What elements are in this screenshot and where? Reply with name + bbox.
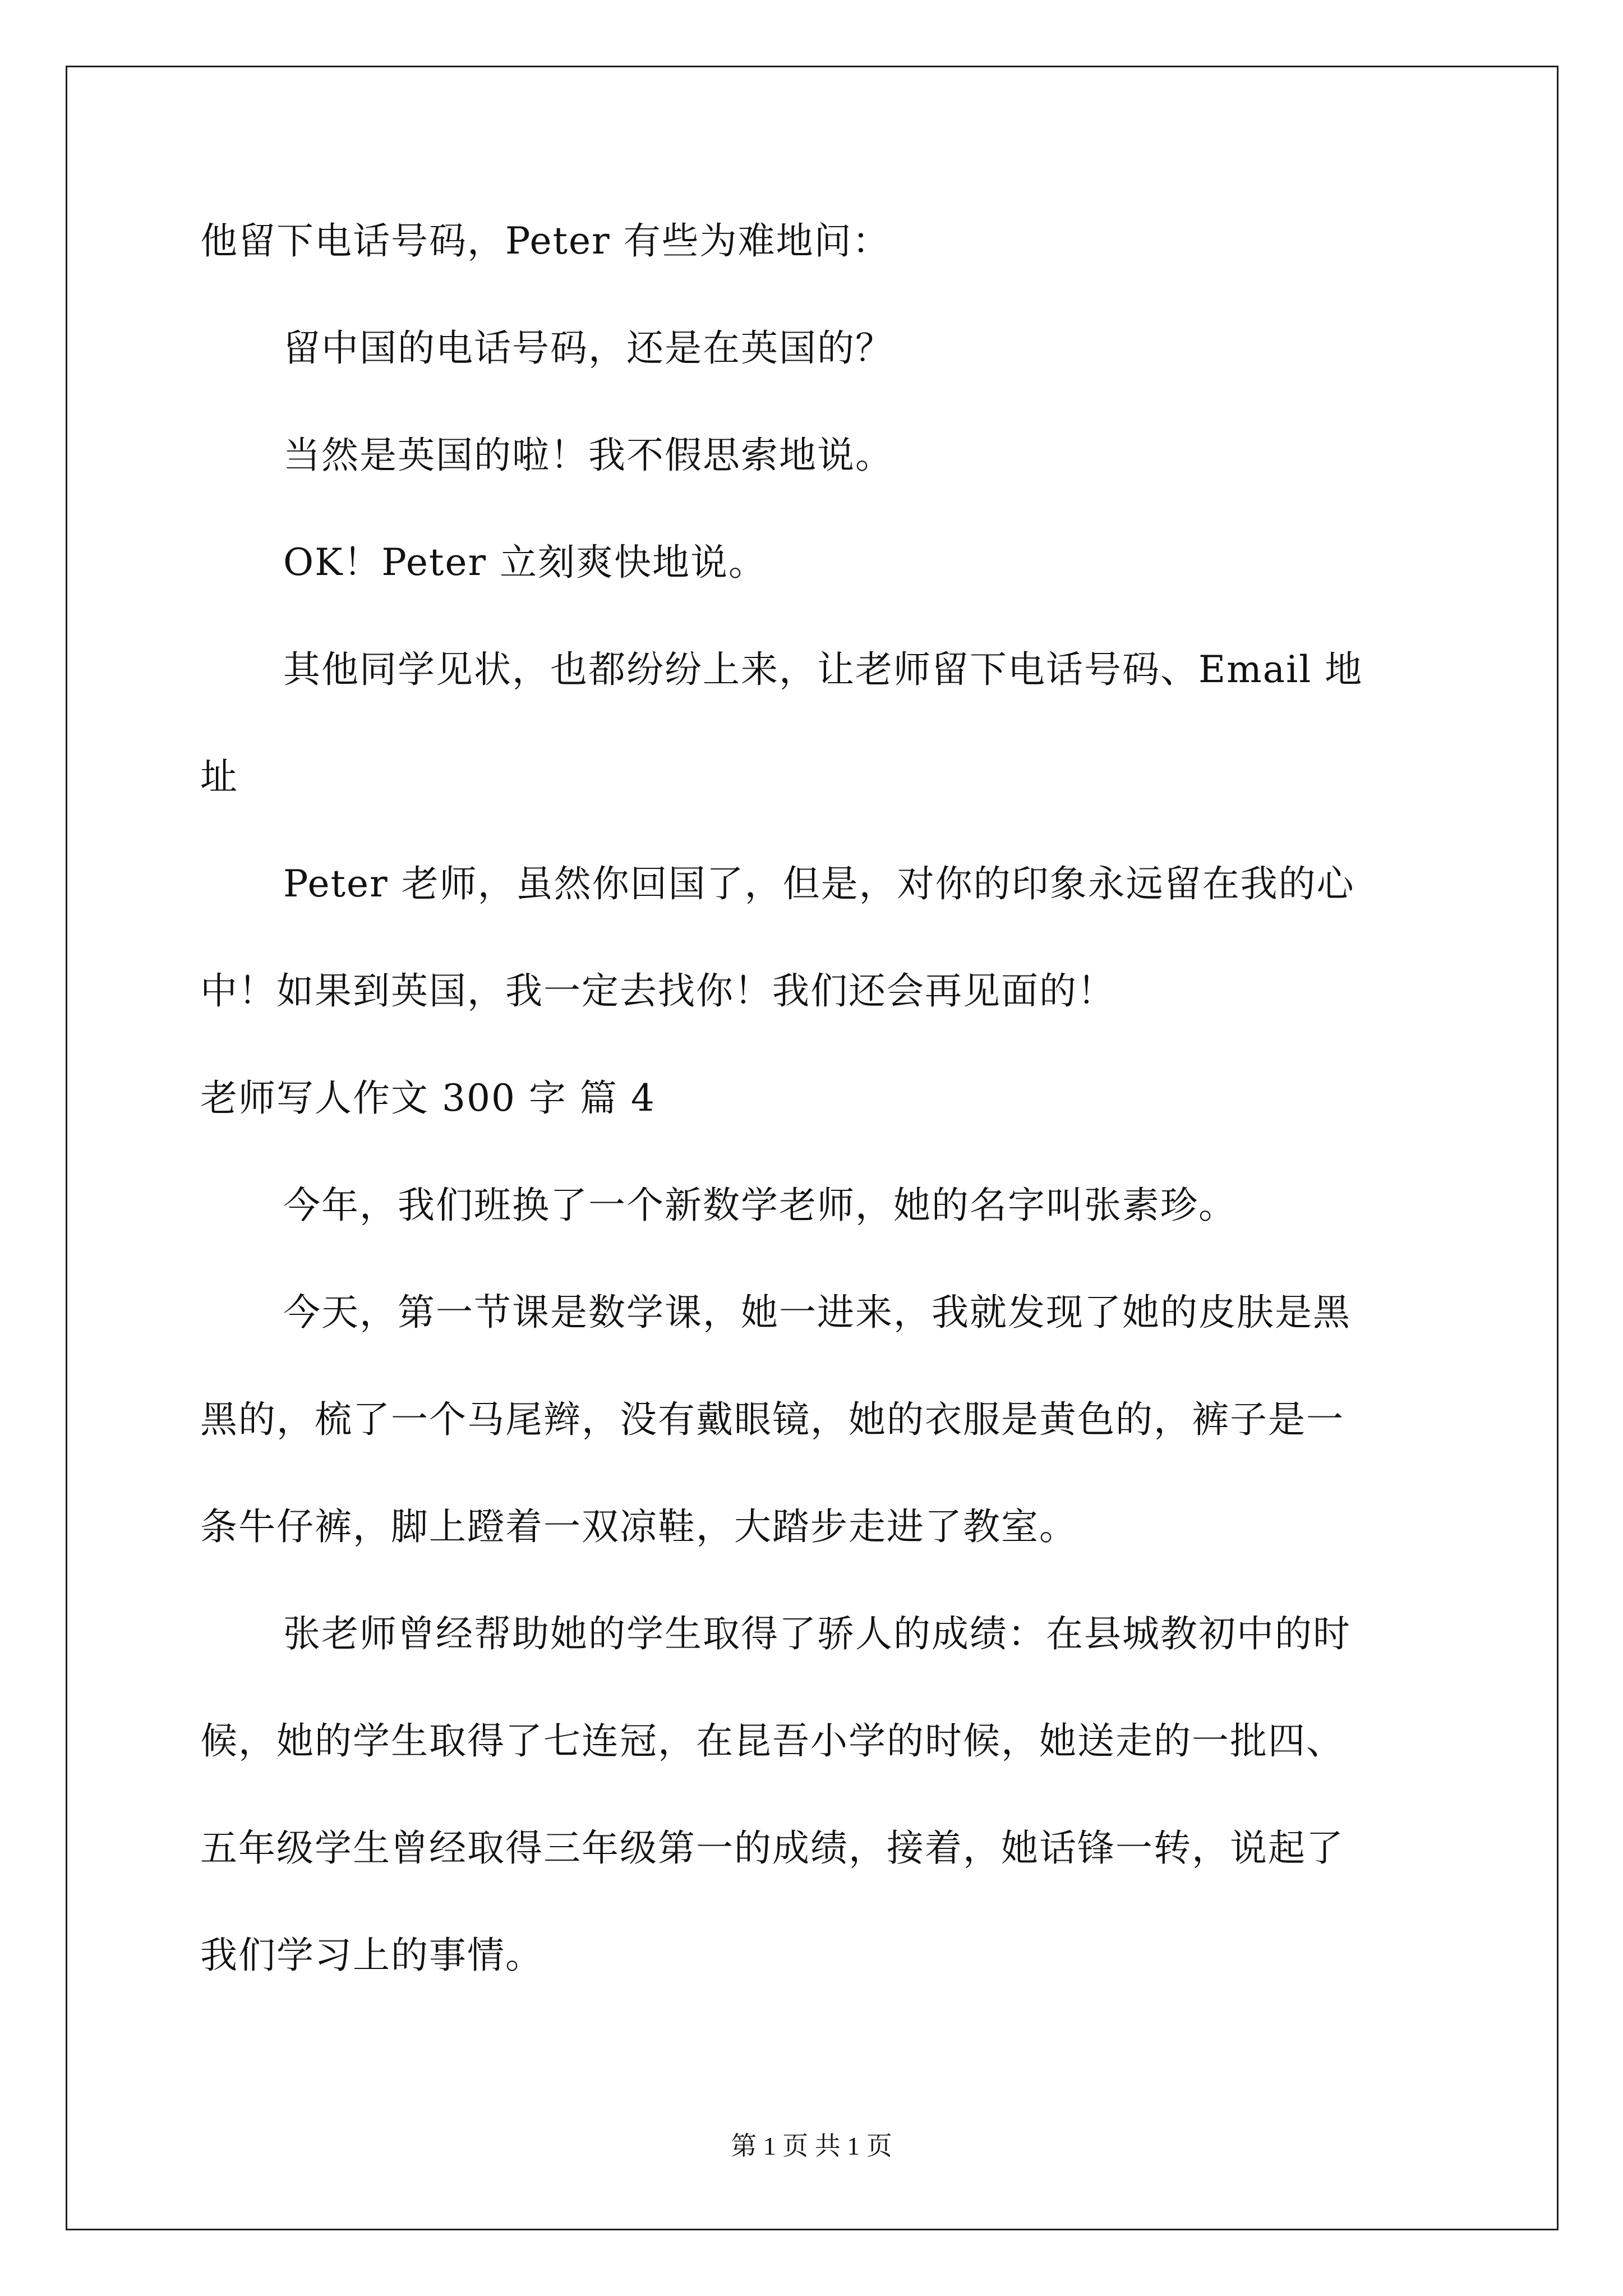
text-line: 当然是英国的啦！我不假思索地说。 [283, 434, 893, 477]
text-line: 址 [200, 755, 238, 798]
text-line: 条牛仔裤，脚上蹬着一双凉鞋，大踏步走进了教室。 [200, 1505, 1077, 1548]
text-line: 我们学习上的事情。 [200, 1934, 543, 1977]
page-number-footer: 第 1 页 共 1 页 [731, 2132, 892, 2160]
text-line: Peter 老师，虽然你回国了，但是，对你的印象永远留在我的心 [283, 862, 1355, 905]
text-line: 候，她的学生取得了七连冠，在昆吾小学的时候，她送走的一批四、 [200, 1719, 1344, 1763]
text-line: 张老师曾经帮助她的学生取得了骄人的成绩：在县城教初中的时 [283, 1612, 1351, 1655]
text-line: 今年，我们班换了一个新数学老师，她的名字叫张素珍。 [283, 1184, 1237, 1227]
text-line: 留中国的电话号码，还是在英国的？ [283, 326, 893, 370]
text-line: 中！如果到英国，我一定去找你！我们还会再见面的！ [200, 969, 1115, 1013]
text-line: OK！Peter 立刻爽快地说。 [283, 541, 767, 584]
section-heading: 老师写人作文 300 字 篇 4 [200, 1076, 656, 1120]
text-line: 今天，第一节课是数学课，她一进来，我就发现了她的皮肤是黑 [283, 1291, 1351, 1334]
text-line: 其他同学见状，也都纷纷上来，让老师留下电话号码、Email 地 [283, 648, 1363, 691]
text-line: 他留下电话号码，Peter 有些为难地问： [200, 219, 891, 263]
text-line: 黑的，梳了一个马尾辫，没有戴眼镜，她的衣服是黄色的，裤子是一 [200, 1398, 1344, 1441]
text-line: 五年级学生曾经取得三年级第一的成绩，接着，她话锋一转，说起了 [200, 1826, 1344, 1870]
document-body [200, 213, 1428, 2035]
